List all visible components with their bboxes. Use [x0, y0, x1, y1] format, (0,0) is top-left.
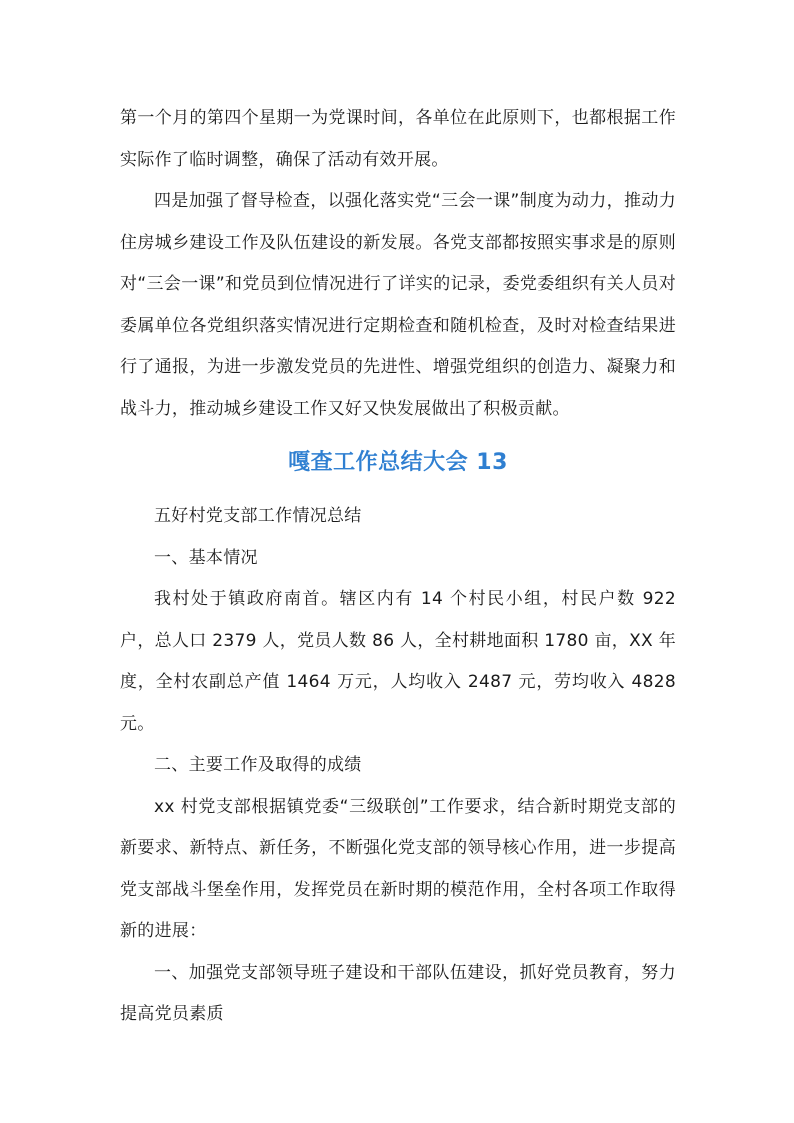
paragraph-leadership: 一、加强党支部领导班子建设和干部队伍建设，抓好党员教育，努力提高党员素质	[120, 962, 676, 1024]
paragraph-achievements: xx 村党支部根据镇党委“三级联创”工作要求，结合新时期党支部的新要求、新特点、新任务，不断强化党支部的领导核心作用，进一步提高党支部战斗堡垒作用，发挥党员在新时期的模范作用，全村各项工作取得新的进展：	[120, 796, 676, 941]
paragraph-continuation: 第一个月的第四个星期一为党课时间，各单位在此原则下，也都根据工作实际作了临时调整，确保了活动有效开展。	[120, 108, 676, 170]
paragraph-supervision: 四是加强了督导检查，以强化落实党“三会一课”制度为动力，推动力住房城乡建设工作及队伍建设的新发展。各党支部都按照实事求是的原则对“三会一课”和党员到位情况进行了详实的记录，委党委组织有关人员对委属单位各党组织落实情况进行定期检查和随机检查，及时对检查结果进行了通报，为进一步激发党员的先进性、增强党组织的创造力、凝聚力和战斗力，推动城乡建设工作又好又快发展做出了积极贡献。	[120, 191, 676, 419]
section-heading: 嘎查工作总结大会 13	[288, 450, 508, 475]
paragraph-basic-info-title: 一、基本情况	[154, 547, 258, 568]
document-page	[120, 98, 676, 1036]
paragraph-basic-info: 我村处于镇政府南首。辖区内有 14 个村民小组，村民户数 922 户，总人口 2379 人，党员人数 86 人，全村耕地面积 1780 亩，XX 年度，全村农副总产值 1464 万元，人均收入 2487 元，劳均收入 4828 元。	[120, 589, 676, 734]
paragraph-subtitle: 五好村党支部工作情况总结	[154, 506, 362, 526]
paragraph-achievements-title: 二、主要工作及取得的成绩	[154, 755, 362, 775]
